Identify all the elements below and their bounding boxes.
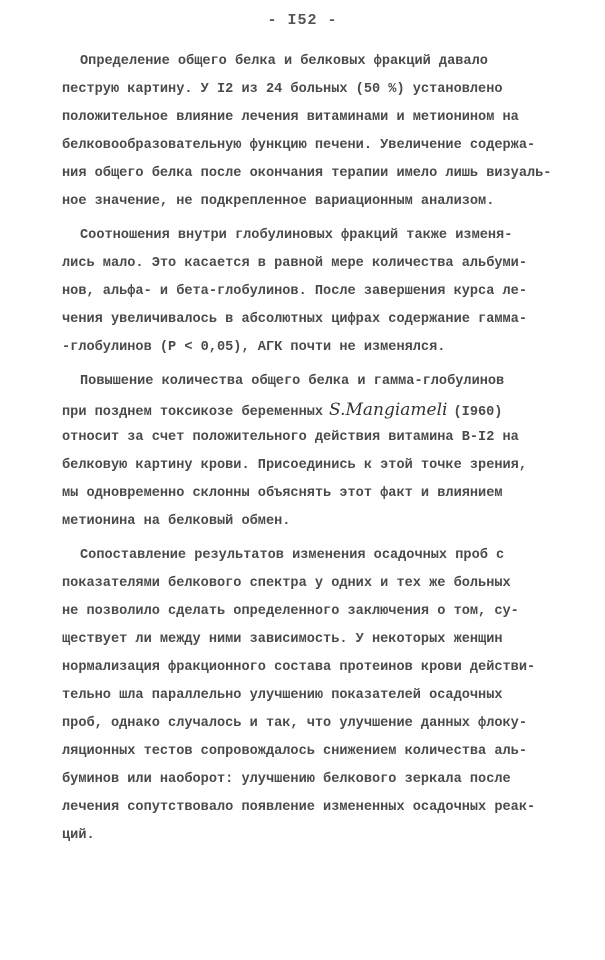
- text-segment: при позднем токсикозе беременных: [62, 405, 324, 420]
- text-line: пеструю картину. У I2 из 24 больных (50 %) установлено: [62, 82, 503, 97]
- page-number: - I52 -: [267, 12, 338, 29]
- text-line: ществует ли между ними зависимость. У некоторых женщин: [62, 632, 503, 647]
- text-line: метионина на белковый обмен.: [62, 514, 291, 529]
- text-line: Сопоставление результатов изменения осадочных проб с: [80, 548, 505, 563]
- text-line: не позволило сделать определенного заключения о том, су-: [62, 604, 519, 619]
- text-line: лечения сопутствовало появление измененных осадочных реак-: [62, 800, 536, 815]
- text-line: показателями белкового спектра у одних и тех же больных: [62, 576, 511, 591]
- text-line: Повышение количества общего белка и гамма-глобулинов: [80, 374, 505, 389]
- text-line: ляционных тестов сопровождалось снижением количества аль-: [62, 744, 527, 759]
- text-line: белковообразовательную функцию печени. Увеличение содержа-: [62, 138, 536, 153]
- text-line-with-signature: [62, 396, 502, 424]
- text-line: проб, однако случалось и так, что улучшение данных флоку-: [62, 716, 527, 731]
- text-line: лись мало. Это касается в равной мере количества альбуми-: [62, 256, 527, 271]
- text-line: тельно шла параллельно улучшению показателей осадочных: [62, 688, 503, 703]
- text-line: буминов или наоборот: улучшению белкового зеркала после: [62, 772, 511, 787]
- text-segment: (I960): [453, 405, 503, 420]
- text-line: мы одновременно склонны объяснять этот факт и влиянием: [62, 486, 503, 501]
- text-line: Соотношения внутри глобулиновых фракций также изменя-: [80, 228, 513, 243]
- text-line: нормализация фракционного состава протеинов крови действи-: [62, 660, 536, 675]
- text-line: ций.: [62, 828, 95, 843]
- handwritten-author-name: S.Mangiameli: [329, 400, 448, 420]
- text-line: ния общего белка после окончания терапии имело лишь визуаль-: [62, 166, 552, 181]
- text-line: белковую картину крови. Присоединись к этой точке зрения,: [62, 458, 527, 473]
- text-line: относит за счет положительного действия витамина В-I2 на: [62, 430, 519, 445]
- text-line: -глобулинов (Р < 0,05), АГК почти не изменялся.: [62, 340, 446, 355]
- text-line: положительное влияние лечения витаминами и метионином на: [62, 110, 519, 125]
- text-line: Определение общего белка и белковых фракций давало: [80, 54, 488, 69]
- text-line: чения увеличивалось в абсолютных цифрах содержание гамма-: [62, 312, 527, 327]
- text-line: нов, альфа- и бета-глобулинов. После завершения курса ле-: [62, 284, 527, 299]
- text-line: ное значение, не подкрепленное вариационным анализом.: [62, 194, 495, 209]
